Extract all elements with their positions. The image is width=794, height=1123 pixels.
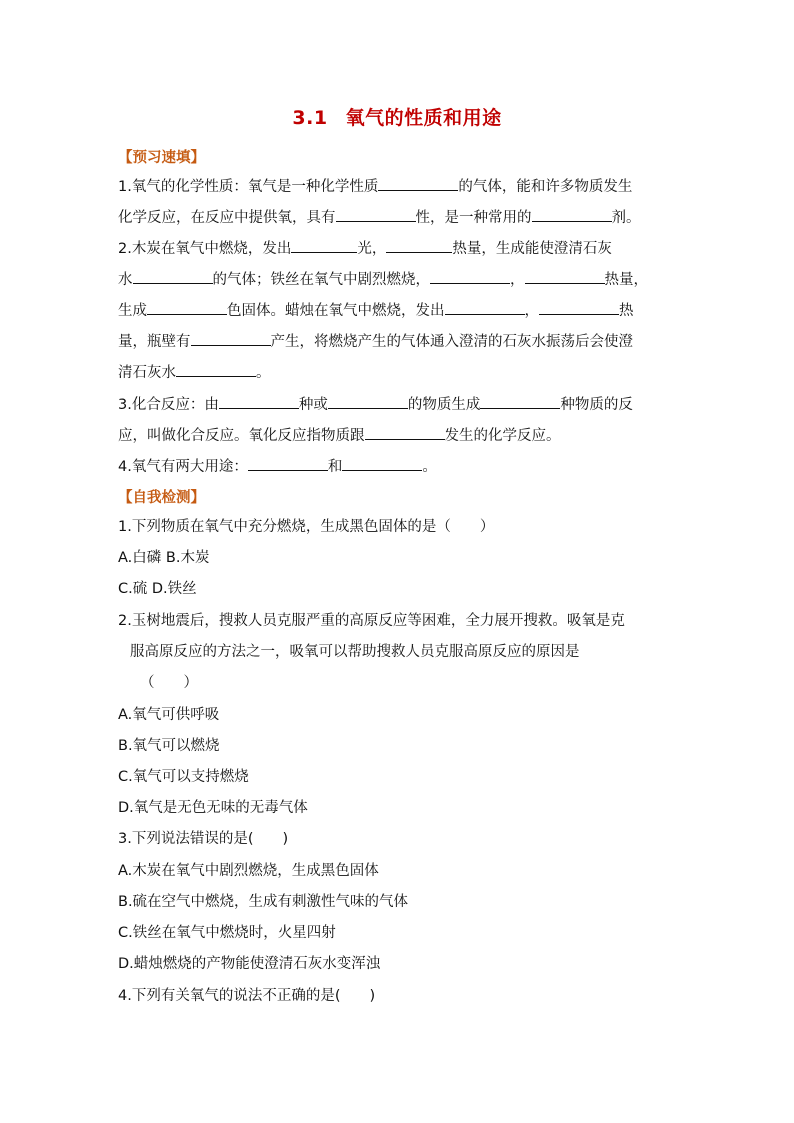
mc4-stem: 4.下列有关氧气的说法不正确的是( ) [118,988,376,1004]
answer-blank [328,393,408,409]
answer-blank [342,455,422,471]
answer-blank [386,237,452,253]
q4-line: 4.氧气有两大用途： 和 。 [118,455,437,477]
answer-blank [191,330,271,346]
title-number: 3.1 [292,107,328,129]
mc3-stem: 3.下列说法错误的是( ) [118,831,289,847]
q2-line-1: 2.木炭在氧气中燃烧，发出 光， 热量，生成能使澄清石灰 [118,237,612,259]
q3-line-1: 3.化合反应：由 种或 的物质生成 种物质的反 [118,393,633,415]
answer-blank [291,237,357,253]
q2-line-2: 水 的气体；铁丝在氧气中剧烈燃烧， ， 热量， [118,268,648,290]
section-heading-self-test: 【自我检测】 [118,490,205,506]
title-text: 氧气的性质和用途 [345,107,502,129]
answer-blank [248,455,328,471]
answer-blank [430,268,510,284]
answer-blank [445,299,525,315]
mc3-option-b: B.硫在空气中燃烧，生成有刺激性气味的气体 [118,894,409,910]
mc2-option-c: C.氧气可以支持燃烧 [118,769,249,785]
answer-blank [532,206,612,222]
section-heading-preview: 【预习速填】 [118,150,205,166]
mc3-option-c: C.铁丝在氧气中燃烧时，火星四射 [118,925,336,941]
answer-blank [539,299,619,315]
mc1-options-row-2: C.硫 D.铁丝 [118,581,197,597]
answer-blank [147,299,227,315]
answer-blank [336,206,416,222]
mc1-options-row-1: A.白磷 B.木炭 [118,550,210,566]
answer-blank [219,393,299,409]
answer-blank [133,268,213,284]
q2-line-3: 生成 色固体。蜡烛在氧气中燃烧，发出 ， 热 [118,299,634,321]
answer-blank [378,175,458,191]
mc2-stem-line-1: 2.玉树地震后，搜救人员克服严重的高原反应等困难，全力展开搜救。吸氧是克 [118,613,625,629]
q2-line-5: 清石灰水 。 [118,361,271,383]
q1-line-2: 化学反应，在反应中提供氧，具有 性，是一种常用的 剂。 [118,206,641,228]
mc1-stem: 1.下列物质在氧气中充分燃烧，生成黑色固体的是（ ） [118,519,495,535]
mc3-option-d: D.蜡烛燃烧的产物能使澄清石灰水变浑浊 [118,956,381,972]
q1-line-1: 1.氧气的化学性质：氧气是一种化学性质 的气体，能和许多物质发生 [118,175,632,197]
page-title [0,103,794,130]
mc3-option-a: A.木炭在氧气中剧烈燃烧，生成黑色固体 [118,863,379,879]
answer-blank [480,393,560,409]
mc2-stem-line-2: 服高原反应的方法之一，吸氧可以帮助搜救人员克服高原反应的原因是 [130,644,580,660]
q3-line-2: 应，叫做化合反应。氧化反应指物质跟 发生的化学反应。 [118,424,561,446]
answer-blank [525,268,605,284]
answer-blank [176,361,256,377]
mc2-option-d: D.氧气是无色无味的无毒气体 [118,800,308,816]
mc2-answer-paren: （ ） [140,675,198,691]
mc2-option-b: B.氧气可以燃烧 [118,738,220,754]
q2-line-4: 量，瓶壁有 产生，将燃烧产生的气体通入澄清的石灰水振荡后会使澄 [118,330,633,352]
mc2-option-a: A.氧气可供呼吸 [118,707,220,723]
answer-blank [365,424,445,440]
